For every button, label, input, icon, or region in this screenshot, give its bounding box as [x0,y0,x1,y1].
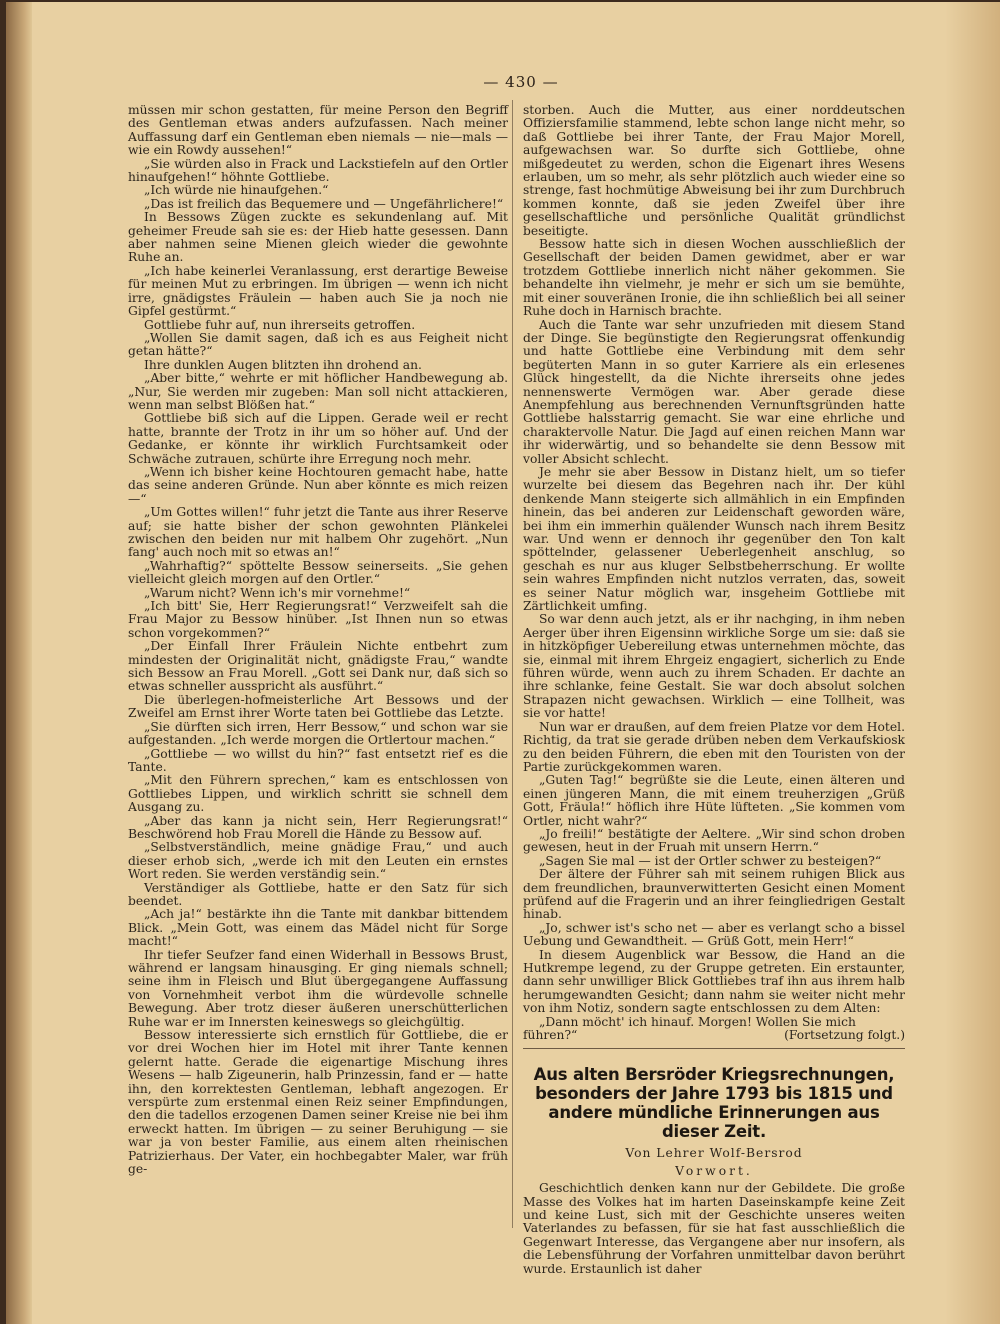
paragraph: Bessow hatte sich in diesen Wochen ausschließlich der Gesellschaft der beiden Damen gewidmet, aber er war trotzdem Gottliebe innerlich nicht näher gekommen. Sie behandelte ihn vielmehr, je mehr er sich um sie bemühte, mit einer souveränen Ironie, die ihn schließlich bei all seiner Ruhe doch in Harnisch brachte. [523,237,905,319]
paragraph: „Gottliebe — wo willst du hin?“ fast entsetzt rief es die Tante. [128,746,508,774]
paragraph: „Warum nicht? Wenn ich's mir vornehme!“ [144,585,411,600]
paragraph: „Ich würde nie hinaufgehen.“ [144,183,329,198]
paragraph: „Der Einfall Ihrer Fräulein Nichte entbehrt zum mindesten der Originalität nicht, gnädigste Frau,“ wandte sich Bessow an Frau Morell. „Gott sei Dank nur, daß sich so etwas schneller ausspricht als ausführt.“ [128,639,508,694]
paragraph: Die überlegen-hofmeisterliche Art Bessows und der Zweifel am Ernst ihrer Worte taten bei Gottliebe das Letzte. [128,692,508,721]
paragraph: „Um Gottes willen!“ fuhr jetzt die Tante aus ihrer Reserve auf; sie hatte bisher der schon gewohnten Plänkelei zwischen den beiden nur mit halbem Ohr zugehört. „Nun fang' auch noch mit so etwas an!“ [128,505,508,560]
continuation-line [523,1029,905,1042]
article-author: Von Lehrer Wolf-Bersrod [625,1146,803,1161]
paragraph: Ihre dunklen Augen blitzten ihn drohend an. [144,357,422,372]
paragraph: Der ältere der Führer sah mit seinem ruhigen Blick aus dem freundlichen, braunverwitterten Gesicht einen Moment prüfend auf die Fragerin und an ihrer feingliedrigen Gestalt hinab. [523,867,905,922]
paragraph: Gottliebe biß sich auf die Lippen. Gerade weil er recht hatte, brannte der Trotz in ihr um so höher auf. Und der Gedanke, er könnte ihr wirklich Furchtsamkeit oder Schwäche zutrauen, schürte ihre Erregung noch mehr. [128,411,508,466]
paragraph: „Ich habe keinerlei Veranlassung, erst derartige Beweise für meinen Mut zu erbringen. Im übrigen — wenn ich nicht irre, gnädigstes Fräulein — haben auch Sie ja noch nie Gipfel gestürmt.“ [128,263,508,319]
article-heading: Aus alten Bersröder Kriegsrechnungen, besonders der Jahre 1793 bis 1815 und andere mündliche Erinnerungen aus dieser Zeit. [533,1065,895,1142]
column-divider [512,100,513,1228]
to-be-continued-note: (Fortsetzung folgt.) [784,1028,905,1043]
paragraph: storben. Auch die Mutter, aus einer norddeutschen Offiziersfamilie stammend, lebte schon lange nicht mehr, so daß Gottliebe bei ihrer Tante, der Frau Major Morell, aufgewachsen war. So durfte sich Gottliebe, ohne mißgedeutet zu werden, schon die Eigenart ihres Wesens erlauben, um so mehr, als sehr plötzlich auch wieder eine so strenge, fast hochmütige Abweisung bei ihr zum Durchbruch kommen konnte, daß sie jeden Zweifel über ihre gesellschaftliche und persönliche Qualität gründlichst beseitigte. [523,103,905,238]
paragraph: „Guten Tag!“ begrüßte sie die Leute, einen älteren und einen jüngeren Mann, die mit einem treuherzigen „Grüß Gott, Fräula!“ höflich ihre Hüte lüfteten. „Sie kommen vom Ortler, nicht wahr?“ [523,773,905,828]
section-divider [523,1048,905,1049]
paragraph: So war denn auch jetzt, als er ihr nachging, in ihm neben Aerger über ihren Eigensinn wirkliche Sorge um sie: daß sie in hitzköpfiger Uebereilung etwas unternehmen möchte, das sie, einmal mit ihrem Ehrgeiz engagiert, sicherlich zu Ende führen würde, wenn auch zu ihrem Schaden. Er dachte an ihre schlanke, feine Gestalt. Sie war doch absolut solchen Strapazen nicht gewachsen. Wirklich — eine Tollheit, was sie vor hatte! [523,612,905,721]
paragraph: „Wenn ich bisher keine Hochtouren gemacht habe, hatte das seine anderen Gründe. Nun aber könnte es mich reizen —“ [128,464,508,506]
left-column [128,104,508,1177]
paragraph: „Ach ja!“ bestärkte ihn die Tante mit dankbar bittendem Blick. „Mein Gott, was einem das Mädel nicht für Sorge macht!“ [128,907,508,949]
paragraph: „Wollen Sie damit sagen, daß ich es aus Feigheit nicht getan hätte?“ [128,330,508,359]
paragraph: Ihr tiefer Seufzer fand einen Widerhall in Bessows Brust, während er langsam hinausging. Er ging niemals schnell; seine ihm in Fleisch und Blut übergegangene Auffassung von Vornehmheit verbot ihm die würdevolle schnelle Bewegung. Aber trotz dieser äußeren unerschütterlichen Ruhe war er im Innersten keineswegs so gleichgültig. [128,947,508,1029]
paragraph: In diesem Augenblick war Bessow, die Hand an die Hutkrempe legend, zu der Gruppe getreten. Ein erstaunter, dann sehr unwilliger Blick Gottliebes traf ihn aus ihrem halb herumgewandten Gesicht; dann nahm sie weiter nicht mehr von ihm Notiz, sondern sagte entschlossen zu dem Alten: [523,947,905,1016]
paragraph: „Sie würden also in Frack und Lackstiefeln auf den Ortler hinaufgehen!“ höhnte Gottliebe. [128,156,508,185]
paragraph: „Jo freili!“ bestätigte der Aeltere. „Wir sind schon droben gewesen, heut in der Fruah mit unsern Herrn.“ [523,826,905,855]
paragraph: „Ich bitt' Sie, Herr Regierungsrat!“ Verzweifelt sah die Frau Major zu Bessow hinüber. „Ist Ihnen nun so etwas schon vorgekommen?“ [128,599,508,640]
paragraph: „Selbstverständlich, meine gnädige Frau,“ und auch dieser erhob sich, „werde ich mit den Leuten ein ernstes Wort reden. Sie werden verständig sein.“ [128,840,508,882]
page-edge-stain [945,2,1000,1324]
paragraph: Gottliebe fuhr auf, nun ihrerseits getroffen. [144,317,416,332]
paragraph: „Sie dürften sich irren, Herr Bessow,“ und schon war sie aufgestanden. „Ich werde morgen die Ortlertour machen.“ [128,719,508,748]
paragraph: „Aber das kann ja nicht sein, Herr Regierungsrat!“ Beschwörend hob Frau Morell die Hände zu Bessow auf. [128,813,508,841]
paragraph: Verständiger als Gottliebe, hatte er den Satz für sich beendet. [128,880,508,908]
book-spine [6,2,32,1324]
article-body: Geschichtlich denken kann nur der Gebildete. Die große Masse des Volkes hat im harten Daseinskampfe keine Zeit und keine Lust, sich mit der Geschichte unseres weiten Vaterlandes zu befassen, für sie hat fast ausschließlich die Gegenwart Interesse, das Vergangene aber nur insofern, als die Lebensführung der Vorfahren unmittelbar davon berührt wurde. Erstaunlich ist daher [523,1181,905,1276]
paragraph: Nun war er draußen, auf dem freien Platze vor dem Hotel. Richtig, da trat sie gerade drüben neben dem Verkaufskiosk zu den beiden Führern, die eben mit den Touristen von der Partie zurückgekommen waren. [523,719,905,774]
paragraph: Auch die Tante war sehr unzufrieden mit diesem Stand der Dinge. Sie begünstigte den Regierungsrat offenkundig und hatte Gottliebe eine Verbindung mit dem sehr begüterten Mann in so guter Karriere als ein erlesenes Glück hingestellt, da die Nichte ihrerseits ohne jedes nennenswerte Vermögen war. Aber gerade diese Anempfehlung aus berechnenden Vernunftsgründen hatte Gottliebe halsstarrig gemacht. Sie war eine ehrliche und charaktervolle Natur. Die Jagd auf einen reichen Mann war ihr widerwärtig, und so behandelte sie denn Bessow mit voller Absicht schlecht. [523,317,905,466]
paragraph: Je mehr sie aber Bessow in Distanz hielt, um so tiefer wurzelte bei diesem das Begehren nach ihr. Der kühl denkende Mann steigerte sich allmählich in ein Empfinden hinein, das bei anderen zur Leidenschaft geworden wäre, bei ihm ein immerhin quälender Wunsch nach ihrem Besitz war. Und wenn er dennoch ihr gegenüber den Ton kalt spöttelnder, gelassener Ueberlegenheit anschlug, so geschah es nur aus kluger Selbstbeherrschung. Er wollte sein wahres Empfinden nicht nutzlos verraten, das, soweit es seiner Natur möglich war, insgeheim Gottliebe mit Zärtlichkeit umfing. [523,464,905,614]
paragraph: „Sagen Sie mal — ist der Ortler schwer zu besteigen?“ [539,853,882,868]
page-number: — 430 — [483,73,559,91]
paragraph: „Wahrhaftig?“ spöttelte Bessow seinerseits. „Sie gehen vielleicht gleich morgen auf den Ortler.“ [128,558,508,587]
paragraph: müssen mir schon gestatten, für meine Person den Begriff des Gentleman etwas anders aufzufassen. Nach meiner Auffassung darf ein Gentleman eben niemals — nie—mals — wie ein Rowdy aussehen!“ [128,103,508,158]
paragraph: Bessow interessierte sich ernstlich für Gottliebe, die er vor drei Wochen hier im Hotel mit ihrer Tante kennen gelernt hatte. Gerade die eigenartige Mischung ihres Wesens — halb Zigeunerin, halb Prinzessin, fand er — hatte ihn, den korrektesten Gentleman, lebhaft angezogen. Er verspürte zum erstenmal einen Reiz seiner Empfindungen, den die tadellos erzogenen Damen seiner Kreise nie bei ihm erweckt hatten. Im übrigen — zu seiner Beruhigung — sie war ja von bester Familie, aus einem alten rheinischen Patrizierhaus. Der Vater, ein hochbegabter Maler, war früh ge- [128,1028,508,1177]
paragraph: „Das ist freilich das Bequemere und — Ungefährlichere!“ [144,196,504,211]
continuation-text: führen?“ [523,1028,578,1043]
paragraph: „Dann möcht' ich hinauf. Morgen! Wollen Sie mich [539,1014,856,1029]
right-column [523,104,905,1276]
article-subhead: Vorwort. [675,1163,753,1178]
paragraph: In Bessows Zügen zuckte es sekundenlang auf. Mit geheimer Freude sah sie es: der Hieb hatte gesessen. Dann aber nahmen seine Mienen gleich wieder die gewohnte Ruhe an. [128,210,508,265]
paragraph: „Aber bitte,“ wehrte er mit höflicher Handbewegung ab. „Nur, Sie werden mir zugeben: Man soll nicht attackieren, wenn man selbst Blößen hat.“ [128,371,508,412]
paragraph: „Mit den Führern sprechen,“ kam es entschlossen von Gottliebes Lippen, und wirklich schritt sie schnell dem Ausgang zu. [128,773,508,815]
paragraph: „Jo, schwer ist's scho net — aber es verlangt scho a bissel Uebung und Gewandtheit. — Grüß Gott, mein Herr!“ [523,920,905,949]
